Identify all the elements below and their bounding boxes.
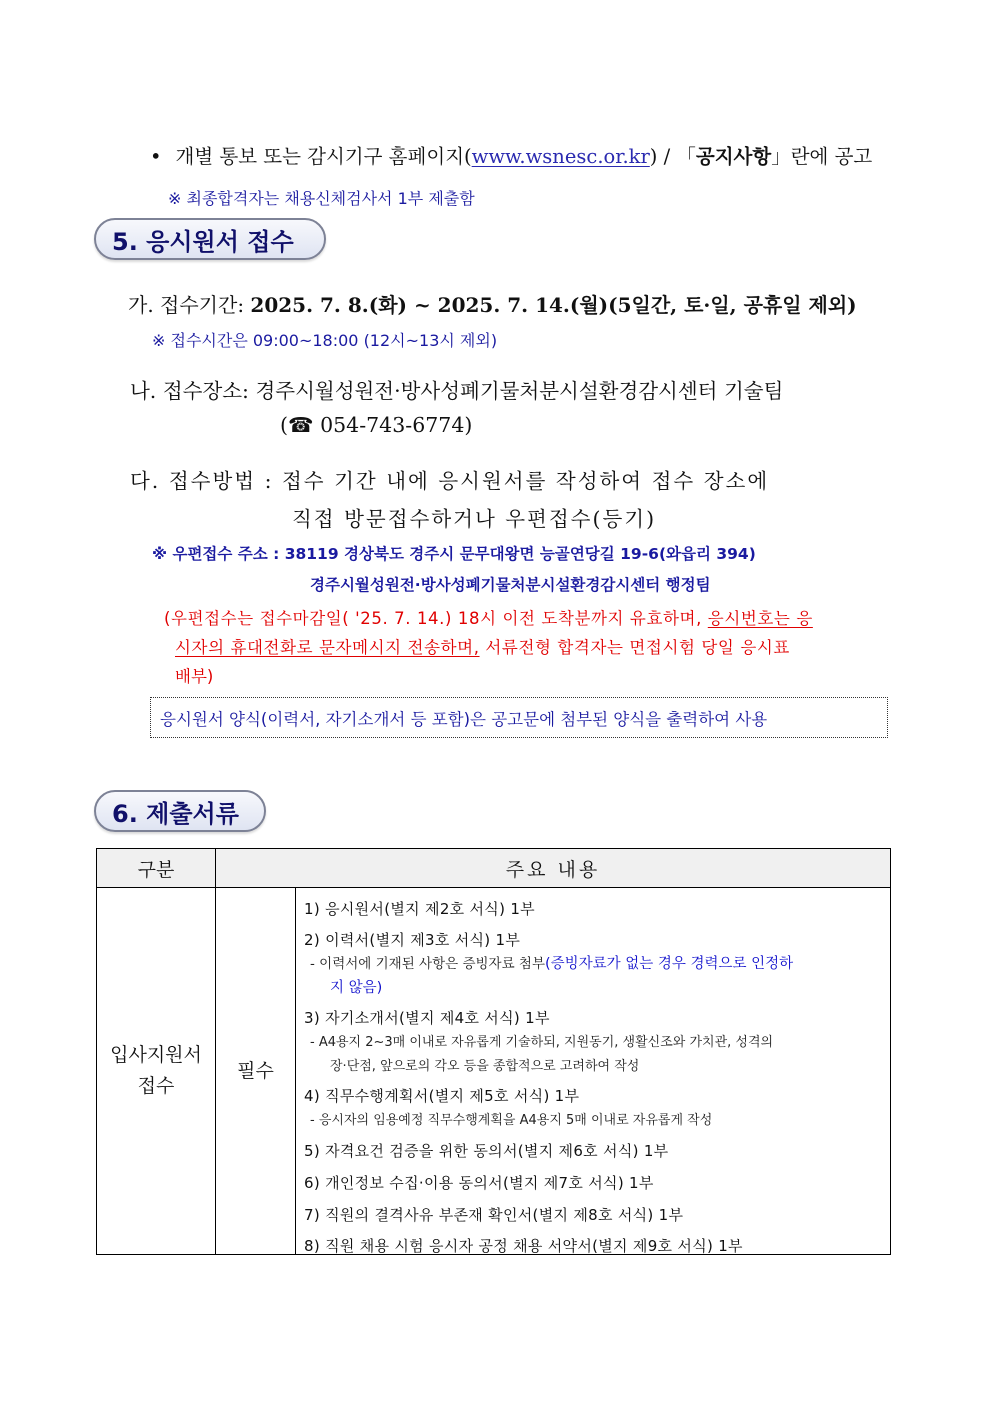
list-item: 8) 직원 채용 시험 응시자 공정 채용 서약서(별지 제9호 서식) 1부 [304, 1237, 743, 1255]
bullet: • [150, 145, 162, 168]
category-cell [97, 888, 216, 1255]
time-note: ※ 접수시간은 09:00~18:00 (12시~13시 제외) [152, 331, 498, 350]
documents-table [96, 848, 891, 1255]
list-item: 3) 자기소개서(별지 제4호 서식) 1부 [304, 1009, 550, 1027]
form-notice-box [150, 697, 888, 738]
notice-text-middle: ) / 「 [649, 145, 696, 168]
notice-text-after: 」란에 공고 [771, 145, 873, 168]
form-notice-text: 응시원서 양식(이력서, 자기소개서 등 포함)은 공고문에 첨부된 양식을 출력하여 사용 [160, 709, 768, 729]
item-2-note [310, 952, 793, 973]
list-item: 1) 응시원서(별지 제2호 서식) 1부 [304, 900, 535, 918]
notice-board-name: 공지사항 [695, 145, 772, 168]
header-category: 구분 [97, 849, 216, 888]
item-2-note-blue: (증빙자료가 없는 경우 경력으로 인정하 [544, 956, 794, 972]
place-label: 나. 접수장소: [130, 379, 256, 403]
section-5-title-text: 5. 응시원서 접수 [112, 227, 294, 256]
period-value: 2025. 7. 8.(화) ~ 2025. 7. 14.(월)(5일간, 토·일, 공휴일 제외) [250, 293, 857, 317]
phone-number: 054-743-6774 [320, 413, 465, 437]
item-3-note-1: - A4용지 2~3매 이내로 자유롭게 기술하되, 지원동기, 생활신조와 가치관, 성격의 [310, 1035, 774, 1050]
item-2-note-blue-2: 지 않음) [330, 980, 383, 996]
mail-address-line [152, 542, 756, 564]
item-2-note-prefix: - 이력서에 기재된 사항은 증빙자료 첨부 [310, 956, 545, 972]
period-label: 가. 접수기간: [128, 293, 251, 317]
method-text-1: 접수 기간 내에 응시원서를 작성하여 접수 장소에 [282, 469, 770, 493]
place-line [130, 374, 783, 404]
list-item: 2) 이력서(별지 제3호 서식) 1부 [304, 931, 521, 949]
mail-recipient: 경주시월성원전·방사성폐기물처분시설환경감시센터 행정팀 [310, 576, 711, 594]
table-header-row [97, 849, 891, 888]
method-line-2: 직접 방문접수하거나 우편접수(등기) [292, 507, 657, 531]
red-notice-part-4: 서류전형 합격자는 면접시험 당일 응시표 [479, 638, 790, 657]
method-line-1 [130, 464, 769, 494]
mail-label: ※ 우편접수 주소 : [152, 545, 285, 563]
required-label: 필수 [237, 1059, 274, 1082]
notice-line [150, 141, 872, 169]
place-value: 경주시월성원전·방사성폐기물처분시설환경감시센터 기술팀 [255, 379, 784, 403]
mail-address: 38119 경상북도 경주시 문무대왕면 능골연당길 19-6(와읍리 394) [284, 545, 756, 563]
category-line-2: 접수 [137, 1075, 175, 1097]
item-4-note: - 응시자의 임용예정 직무수행계획을 A4용지 5매 이내로 자유롭게 작성 [310, 1113, 713, 1128]
contents-cell [296, 888, 891, 1255]
homepage-link[interactable]: www.wsnesc.or.kr [471, 145, 650, 168]
header-content: 주요 내용 [216, 849, 891, 888]
red-notice-line-2 [175, 634, 790, 658]
list-item: 5) 자격요건 검증을 위한 동의서(별지 제6호 서식) 1부 [304, 1142, 669, 1160]
red-notice-line-1 [164, 605, 813, 629]
section-6-title-text: 6. 제출서류 [112, 799, 239, 828]
section-5-title [94, 218, 326, 260]
method-label: 다. 접수방법 : [130, 469, 282, 493]
notice-text-before: 개별 통보 또는 감시기구 홈페이지( [175, 145, 472, 168]
red-notice-part-1: (우편접수는 접수마감일( '25. 7. 14.) 18시 이전 도착분까지 유효하며, [164, 609, 708, 628]
red-notice-part-3: 시자의 휴대전화로 문자메시지 전송하며, [175, 638, 480, 657]
phone-icon: ☎ [288, 413, 314, 437]
list-item: 4) 직무수행계획서(별지 제5호 서식) 1부 [304, 1087, 580, 1105]
red-notice-part-2: 응시번호는 응 [707, 609, 813, 628]
section-6-title [94, 790, 266, 832]
item-3-note-2: 장·단점, 앞으로의 각오 등을 종합적으로 고려하여 작성 [330, 1059, 640, 1074]
red-notice-line-3: 배부) [175, 667, 214, 686]
table-row [97, 888, 891, 1255]
phone-line: (☎ 054-743-6774) [280, 413, 473, 437]
list-item: 6) 개인정보 수집·이용 동의서(별지 제7호 서식) 1부 [304, 1174, 654, 1192]
period-line [128, 289, 857, 318]
category-line-1: 입사지원서 [110, 1044, 202, 1066]
list-item: 7) 직원의 결격사유 부존재 확인서(별지 제8호 서식) 1부 [304, 1206, 684, 1224]
required-cell [216, 888, 296, 1255]
final-pass-note: ※ 최종합격자는 채용신체검사서 1부 제출함 [168, 189, 475, 208]
